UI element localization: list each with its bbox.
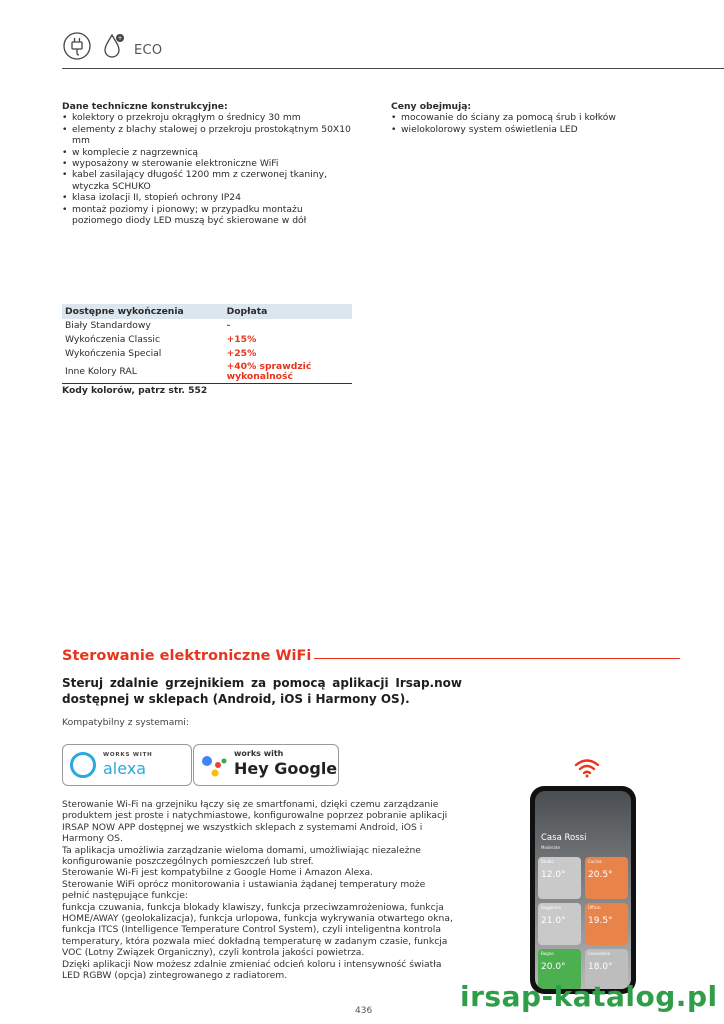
finishes-table bbox=[62, 304, 352, 383]
phone-mockup bbox=[530, 786, 636, 994]
app-home-name: Casa Rossi bbox=[541, 833, 587, 843]
room-name: Lavanderia bbox=[588, 951, 611, 956]
table-row bbox=[62, 333, 352, 347]
price-includes-heading: Ceny obejmują: bbox=[391, 101, 472, 112]
room-tile bbox=[538, 857, 581, 899]
col-header-price: Dopłata bbox=[224, 304, 352, 319]
compat-label: Kompatybilny z systemami: bbox=[62, 717, 189, 728]
finish-surcharge: +25% bbox=[226, 348, 257, 359]
col-header-finish: Dostępne wykończenia bbox=[62, 304, 224, 319]
google-small-text: works with bbox=[234, 749, 284, 758]
room-temp: 18.0° bbox=[588, 962, 613, 972]
watermark: irsap-katalog.pl bbox=[460, 980, 718, 1013]
section-title: Sterowanie elektroniczne WiFi bbox=[62, 648, 312, 664]
room-tile bbox=[585, 903, 628, 945]
alexa-small-text: WORKS WITH bbox=[103, 752, 153, 758]
finishes-table-block bbox=[62, 304, 352, 396]
wifi-icon bbox=[574, 758, 600, 778]
plug-icon bbox=[62, 31, 92, 61]
finish-name: Wykończenia Classic bbox=[65, 334, 161, 345]
google-badge bbox=[193, 744, 339, 786]
color-codes-note: Kody kolorów, patrz str. 552 bbox=[62, 383, 352, 396]
phone-screen bbox=[535, 791, 631, 989]
list-item: • w komplecie z nagrzewnicą bbox=[62, 147, 354, 158]
room-tile bbox=[585, 857, 628, 899]
section-rule bbox=[314, 658, 680, 659]
svg-text:+: + bbox=[117, 35, 123, 42]
room-temp: 21.0° bbox=[541, 916, 566, 926]
google-assistant-icon bbox=[201, 754, 227, 778]
tech-specs-list bbox=[62, 112, 354, 226]
finish-surcharge: - bbox=[226, 320, 231, 331]
room-temp: 20.0° bbox=[541, 962, 566, 972]
paragraph: Sterowanie Wi-Fi jest kompatybilne z Google Home i Amazon Alexa. bbox=[62, 867, 374, 879]
price-includes-list bbox=[391, 112, 651, 135]
water-drop-icon bbox=[100, 31, 126, 61]
paragraph: Ta aplikacja umożliwia zarządzanie wieloma domami, umożliwiając niezależne konfigurowanie poszczególnych pomieszczeń lub stref. bbox=[62, 844, 421, 868]
room-name: Cucina bbox=[588, 859, 602, 864]
app-home-subtitle: Moderate bbox=[541, 845, 561, 850]
finish-name: Inne Kolory RAL bbox=[65, 366, 137, 377]
finish-name: Wykończenia Special bbox=[65, 348, 162, 359]
list-item: • elementy z blachy stalowej o przekroju prostokątnym 50X10 mm bbox=[62, 124, 354, 147]
page-number: 436 bbox=[355, 1006, 373, 1016]
finish-surcharge: +15% bbox=[226, 334, 257, 345]
list-item: • montaż poziomy i pionowy; w przypadku montażu poziomego diody LED muszą być skierowane w dół bbox=[62, 204, 354, 227]
list-item: • kolektory o przekroju okrągłym o średnicy 30 mm bbox=[62, 112, 354, 123]
room-temp: 20.5° bbox=[588, 870, 613, 880]
tech-specs-heading: Dane techniczne konstrukcyjne: bbox=[62, 101, 228, 112]
tech-specs bbox=[62, 101, 354, 226]
room-temp: 12.0° bbox=[541, 870, 566, 880]
list-item: • wielokolorowy system oświetlenia LED bbox=[391, 124, 651, 135]
table-row bbox=[62, 319, 352, 333]
paragraph: Sterowanie Wi-Fi na grzejniku łączy się ze smartfonami, dzięki czemu zarządzanie produktem jest proste i natychmiastowe, konfigurowalne poprzez pobranie aplikacji IRSAP NOW APP dostępnej we wszystkich sklepach z systemami Android, iOS i Harmony OS. bbox=[62, 799, 448, 845]
google-big-text: Hey Google bbox=[234, 759, 338, 778]
room-name: Soggiorno bbox=[541, 905, 562, 910]
paragraph: funkcja czuwania, funkcja blokady klawiszy, funkcja przeciwzamrożeniowa, funkcja HOME/AWAY (geolokalizacja), funkcja urlopowa, funkcja wykrywania otwartego okna, funkcja ITCS (Intelligence Temperature Control System), czyli inteligentna kontrola temperatury, która pozwala mieć dokładną temperaturę w zadanym czasie, funkcja VOC (Lotny Związek Organiczny), czyli kontrola jakości powietrza. bbox=[62, 901, 453, 959]
price-includes bbox=[391, 101, 651, 135]
list-item: • mocowanie do ściany za pomocą śrub i kołków bbox=[391, 112, 651, 123]
paragraph: Sterowanie WiFi oprócz monitorowania i ustawiania żądanej temperatury może pełnić następujące funkcje: bbox=[62, 878, 426, 902]
table-row bbox=[62, 361, 352, 383]
room-name: Studio bbox=[541, 859, 554, 864]
alexa-big-text: alexa bbox=[103, 759, 147, 778]
list-item: • klasa izolacji II, stopień ochrony IP24 bbox=[62, 192, 354, 203]
list-item: • kabel zasilający długość 1200 mm z czerwonej tkaniny, wtyczka SCHUKO bbox=[62, 169, 354, 192]
room-name: Bagno bbox=[541, 951, 554, 956]
finish-surcharge: +40% sprawdzić wykonalność bbox=[226, 361, 312, 382]
room-name: Ufficio bbox=[588, 905, 601, 910]
eco-label: ECO bbox=[134, 42, 163, 58]
header-icons bbox=[62, 30, 162, 62]
room-temp: 19.5° bbox=[588, 916, 613, 926]
section-lead: Steruj zdalnie grzejnikiem za pomocą aplikacji Irsap.now dostępnej w sklepach (Android, iOS i Harmony OS). bbox=[62, 676, 462, 706]
finish-name: Biały Standardowy bbox=[65, 320, 151, 331]
room-tile bbox=[538, 903, 581, 945]
alexa-icon bbox=[70, 752, 96, 778]
list-item: • wyposażony w sterowanie elektroniczne WiFi bbox=[62, 158, 354, 169]
body-text bbox=[62, 799, 454, 982]
alexa-badge bbox=[62, 744, 192, 786]
header-rule bbox=[62, 68, 724, 69]
paragraph: Dzięki aplikacji Now możesz zdalnie zmieniać odcień koloru i intensywność światła LED RGBW (opcja) zintegrowanego z radiatorem. bbox=[62, 958, 442, 982]
table-row bbox=[62, 347, 352, 361]
